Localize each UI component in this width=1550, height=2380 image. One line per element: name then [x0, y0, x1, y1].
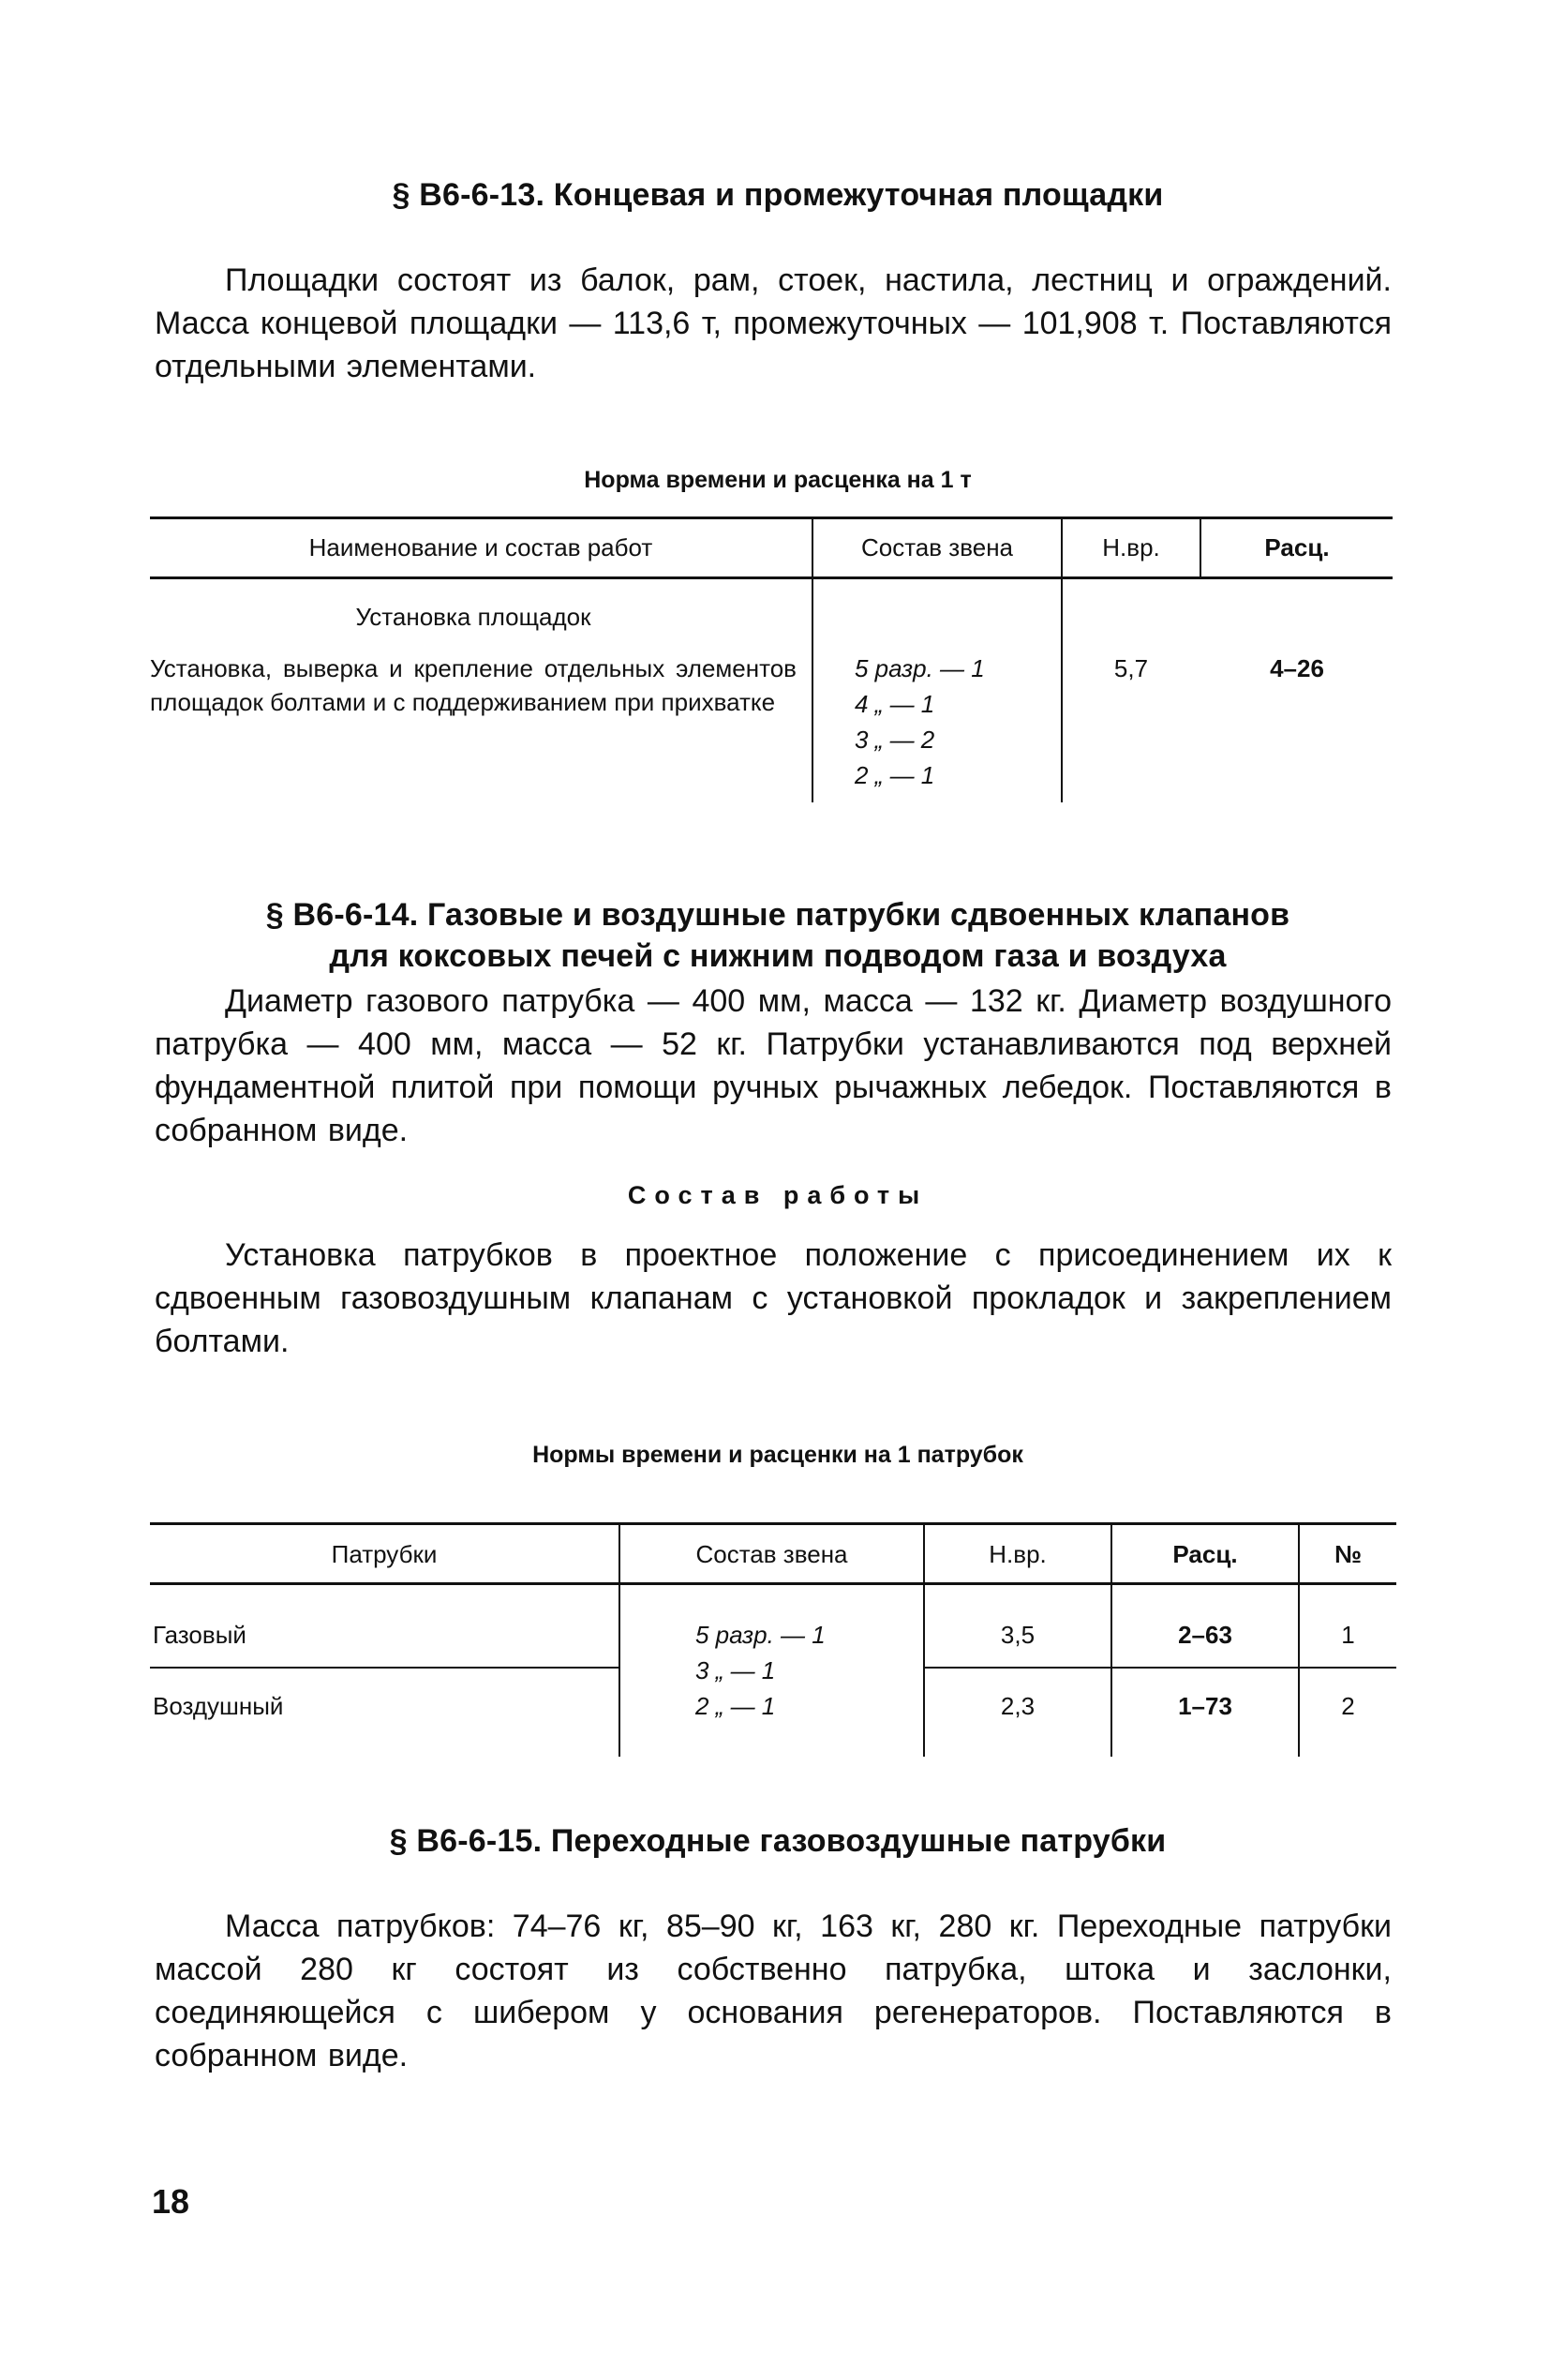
- table1-norm-value: 5,7: [1113, 654, 1149, 682]
- table2-crew-line: 2 „ — 1: [695, 1692, 776, 1720]
- work-composition-heading: Состав работы: [627, 1181, 929, 1209]
- section-heading-b6-6-14: § В6-6-14. Газовые и воздушные патрубки сдвоенных клапанов: [265, 897, 1290, 933]
- table1-work-description: Установка, выверка и крепление отдельных элементов площадок болтами и с поддерживанием при прихватке: [150, 654, 797, 716]
- table2-row-rule: [923, 1667, 1396, 1669]
- table1-header-rule: [150, 576, 1393, 579]
- table2-row-type: Газовый: [153, 1621, 246, 1649]
- page-number: 18: [152, 2182, 190, 2221]
- table2-row-number: 1: [1341, 1621, 1355, 1649]
- table2-top-rule: [150, 1522, 1396, 1525]
- table2-crew-line: 5 разр. — 1: [695, 1621, 826, 1649]
- table1-crew-line: 3 „ — 2: [855, 726, 935, 754]
- table2-row-rate: 2–63: [1178, 1621, 1232, 1649]
- table2-header-type: Патрубки: [331, 1540, 438, 1568]
- table1-rate-value: 4–26: [1270, 654, 1324, 682]
- table1-group-title: Установка площадок: [355, 603, 591, 631]
- table2-row-type: Воздушный: [153, 1692, 284, 1720]
- table1-crew-line: 2 „ — 1: [855, 761, 935, 789]
- section-paragraph-b6-6-15: Масса патрубков: 74–76 кг, 85–90 кг, 163 кг, 280 кг. Переходные патрубки массой 280 кг состоят из собственно патрубка, штока и заслонки, соединяющейся с шибером у основания регенераторов. Поставляются в собранном виде.: [155, 1908, 1392, 2073]
- section-heading-b6-6-14-line2: для коксовых печей с нижним подводом газа и воздуха: [329, 938, 1227, 974]
- section-heading-b6-6-13: § В6-6-13. Концевая и промежуточная площадки: [392, 177, 1164, 213]
- table2-crew-line: 3 „ — 1: [695, 1656, 776, 1684]
- table1-crew-line: 4 „ — 1: [855, 690, 935, 718]
- table2-row-number: 2: [1341, 1692, 1355, 1720]
- table1-crew-line: 5 разр. — 1: [855, 654, 985, 682]
- table1-caption: Норма времени и расценка на 1 т: [584, 467, 972, 493]
- table2-header-norm: Н.вр.: [989, 1540, 1047, 1568]
- table2-header-rate: Расц.: [1172, 1540, 1238, 1568]
- table2-row-norm: 3,5: [1000, 1621, 1036, 1649]
- section-heading-b6-6-15: § В6-6-15. Переходные газовоздушные патрубки: [389, 1823, 1167, 1859]
- work-composition-text: Установка патрубков в проектное положение с присоединением их к сдвоенным газовоздушным клапанам с установкой прокладок и закреплением болтами.: [155, 1237, 1392, 1359]
- table1-header-norm: Н.вр.: [1102, 533, 1160, 561]
- table2-row-norm: 2,3: [1000, 1692, 1036, 1720]
- table2-row-rate: 1–73: [1178, 1692, 1232, 1720]
- table2-header-rule: [150, 1582, 1396, 1585]
- table1-header-crew: Состав звена: [860, 533, 1014, 561]
- table2-row-rule: [150, 1667, 619, 1669]
- section-paragraph-b6-6-14: Диаметр газового патрубка — 400 мм, масса — 132 кг. Диаметр воздушного патрубка — 400 мм, масса — 52 кг. Патрубки устанавливаются под верхней фундаментной плитой при помощи ручных рычажных лебедок. Поставляются в собранном виде.: [155, 983, 1392, 1148]
- table1-top-rule: [150, 516, 1393, 519]
- table1-header-work: Наименование и состав работ: [308, 533, 653, 561]
- table2-header-crew: Состав звена: [695, 1540, 848, 1568]
- table2-header-number: №: [1334, 1540, 1362, 1568]
- table1-header-rate: Расц.: [1264, 533, 1330, 561]
- table2-caption: Нормы времени и расценки на 1 патрубок: [532, 1442, 1023, 1468]
- section-paragraph-b6-6-13: Площадки состоят из балок, рам, стоек, настила, лестниц и ограждений. Масса концевой площадки — 113,6 т, промежуточных — 101,908 т. Поставляются отдельными элементами.: [155, 262, 1392, 384]
